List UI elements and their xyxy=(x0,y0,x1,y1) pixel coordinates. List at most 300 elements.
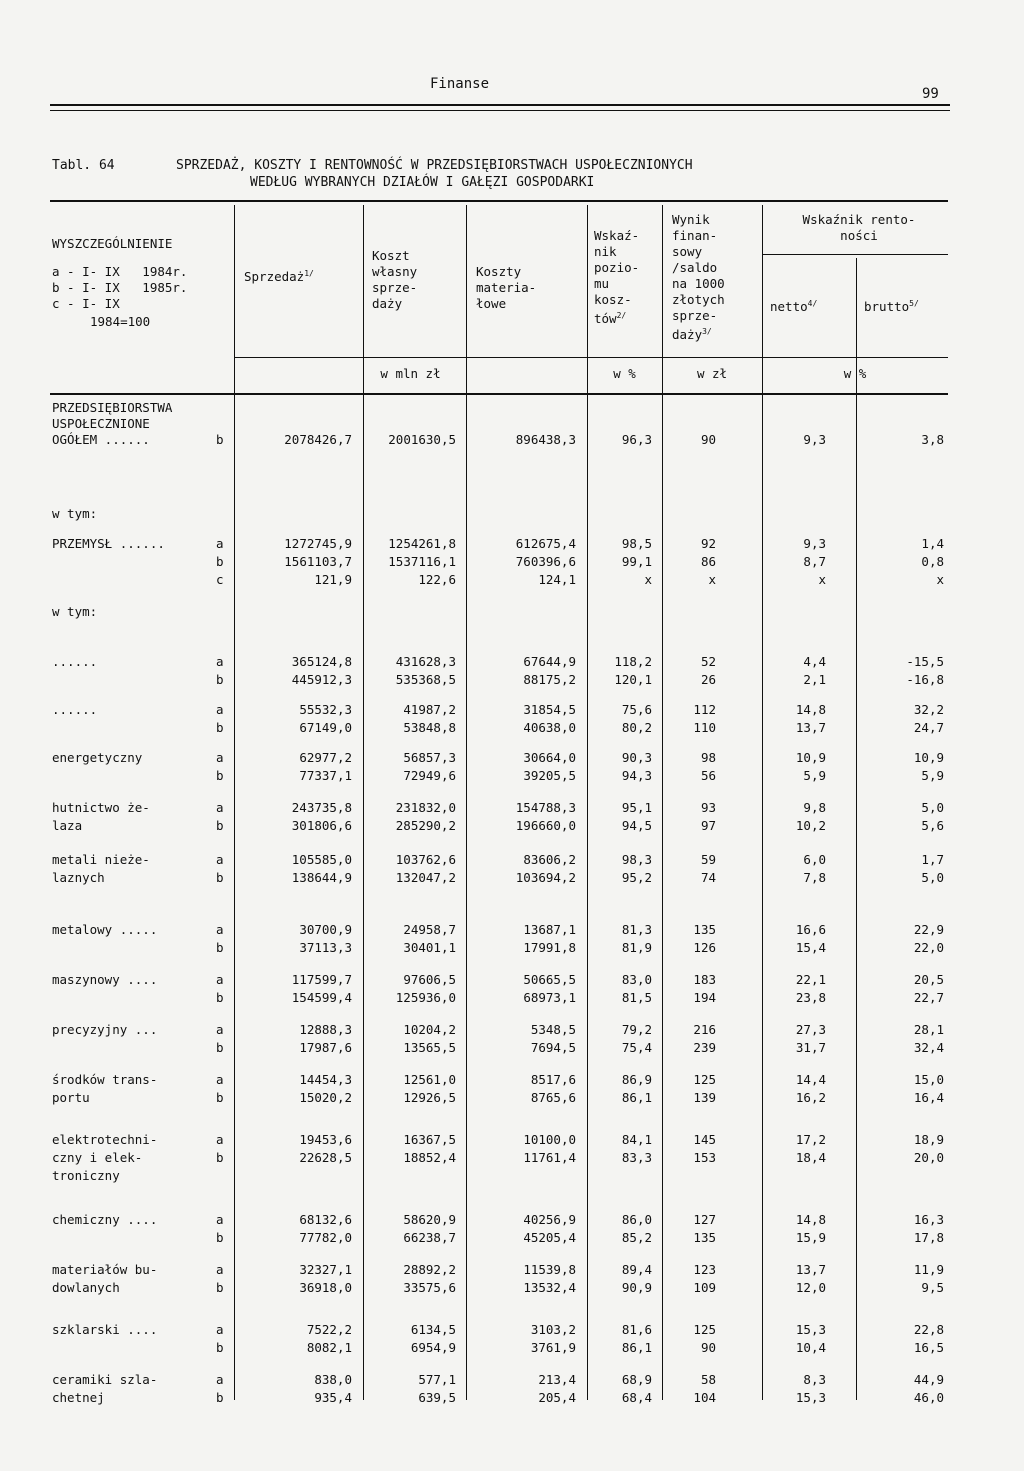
row-code: a xyxy=(216,702,224,717)
row-label: szklarski .... xyxy=(52,1322,158,1337)
row-code: b xyxy=(216,1090,224,1105)
table-cell: 81,9 xyxy=(621,940,652,955)
table-cell: 5,9 xyxy=(921,768,944,783)
table-cell: 135 xyxy=(693,1230,716,1245)
table-cell: 24,7 xyxy=(913,720,944,735)
row-code: a xyxy=(216,1132,224,1147)
unit-pct: w % xyxy=(843,366,867,381)
stub-header-b: b - I- IX 1985r. xyxy=(52,280,188,295)
table-cell: 1,4 xyxy=(921,536,944,551)
table-cell: 46,0 xyxy=(913,1390,944,1405)
table-cell: 28892,2 xyxy=(403,1262,456,1277)
table-cell: 431628,3 xyxy=(395,654,456,669)
table-cell: 535368,5 xyxy=(395,672,456,687)
row-code: b xyxy=(216,1280,224,1295)
row-code: a xyxy=(216,1072,224,1087)
table-cell: 16367,5 xyxy=(403,1132,456,1147)
table-cell: 45205,4 xyxy=(523,1230,576,1245)
table-cell: 14,8 xyxy=(795,1212,826,1227)
table-cell: 145 xyxy=(693,1132,716,1147)
table-cell: 5,9 xyxy=(803,768,826,783)
table-cell: 12,0 xyxy=(795,1280,826,1295)
table-cell: 40638,0 xyxy=(523,720,576,735)
table-cell: 15,3 xyxy=(795,1322,826,1337)
table-cell: 109 xyxy=(693,1280,716,1295)
table-cell: 53848,8 xyxy=(403,720,456,735)
table-cell: 124,1 xyxy=(538,572,576,587)
table-cell: 239 xyxy=(693,1040,716,1055)
table-title-line2: WEDŁUG WYBRANYCH DZIAŁÓW I GAŁĘZI GOSPODARKI xyxy=(250,175,595,190)
table-cell: 9,3 xyxy=(803,432,826,447)
table-cell: 56 xyxy=(700,768,716,783)
table-cell: 577,1 xyxy=(418,1372,456,1387)
table-cell: 138644,9 xyxy=(291,870,352,885)
table-cell: 10,9 xyxy=(913,750,944,765)
table-cell: 27,3 xyxy=(795,1022,826,1037)
table-cell: 285290,2 xyxy=(395,818,456,833)
table-cell: 22,1 xyxy=(795,972,826,987)
row-label: elektrotechni- xyxy=(52,1132,158,1147)
table-cell: 8082,1 xyxy=(306,1340,352,1355)
table-cell: 17,8 xyxy=(913,1230,944,1245)
table-cell: 36918,0 xyxy=(299,1280,352,1295)
row-code: a xyxy=(216,922,224,937)
row-code: b xyxy=(216,768,224,783)
table-cell: 79,2 xyxy=(621,1022,652,1037)
table-cell: 11,9 xyxy=(913,1262,944,1277)
table-cell: 103762,6 xyxy=(395,852,456,867)
table-cell: 445912,3 xyxy=(291,672,352,687)
row-label: dowlanych xyxy=(52,1280,120,1295)
table-cell: 68132,6 xyxy=(299,1212,352,1227)
table-cell: 22,0 xyxy=(913,940,944,955)
row-code: a xyxy=(216,800,224,815)
table-cell: 760396,6 xyxy=(515,554,576,569)
table-cell: 23,8 xyxy=(795,990,826,1005)
table-cell: 32,4 xyxy=(913,1040,944,1055)
table-cell: 22,9 xyxy=(913,922,944,937)
table-cell: -15,5 xyxy=(906,654,944,669)
table-cell: 117599,7 xyxy=(291,972,352,987)
unit-pct: w % xyxy=(613,366,636,381)
table-cell: 9,5 xyxy=(921,1280,944,1295)
table-cell: 5,0 xyxy=(921,800,944,815)
table-cell: 37113,3 xyxy=(299,940,352,955)
table-cell: 183 xyxy=(693,972,716,987)
table-cell: 17991,8 xyxy=(523,940,576,955)
table-cell: 75,4 xyxy=(621,1040,652,1055)
table-cell: 59 xyxy=(700,852,716,867)
top-rule xyxy=(50,104,950,106)
table-cell: 77337,1 xyxy=(299,768,352,783)
table-cell: 122,6 xyxy=(418,572,456,587)
table-cell: 52 xyxy=(700,654,716,669)
table-cell: 153 xyxy=(693,1150,716,1165)
row-code: b xyxy=(216,672,224,687)
row-label: energetyczny xyxy=(52,750,143,765)
row-label: PRZEMYSŁ ...... xyxy=(52,536,165,551)
row-code: b xyxy=(216,1340,224,1355)
table-cell: 50665,5 xyxy=(523,972,576,987)
stub-header-base: 1984=100 xyxy=(90,314,151,329)
table-cell: 3103,2 xyxy=(530,1322,576,1337)
table-cell: 118,2 xyxy=(614,654,652,669)
table-cell: 612675,4 xyxy=(515,536,576,551)
table-cell: x xyxy=(818,572,826,587)
table-cell: 44,9 xyxy=(913,1372,944,1387)
row-code: a xyxy=(216,1022,224,1037)
table-cell: 62977,2 xyxy=(299,750,352,765)
table-cell: 75,6 xyxy=(621,702,652,717)
row-label: ...... xyxy=(52,654,98,669)
table-cell: 67644,9 xyxy=(523,654,576,669)
table-cell: 10,4 xyxy=(795,1340,826,1355)
table-cell: 213,4 xyxy=(538,1372,576,1387)
table-cell: 104 xyxy=(693,1390,716,1405)
table-cell: 81,6 xyxy=(621,1322,652,1337)
row-label: środków trans- xyxy=(52,1072,158,1087)
table-cell: 10204,2 xyxy=(403,1022,456,1037)
table-cell: 3,8 xyxy=(921,432,944,447)
table-cell: 154599,4 xyxy=(291,990,352,1005)
table-cell: 5,0 xyxy=(921,870,944,885)
table-cell: 7694,5 xyxy=(530,1040,576,1055)
col-header-sales: Sprzedaż$^{1/}$ xyxy=(244,269,314,285)
row-label: metalowy ..... xyxy=(52,922,158,937)
table-cell: 4,4 xyxy=(803,654,826,669)
table-cell: 1561103,7 xyxy=(284,554,352,569)
table-cell: 8765,6 xyxy=(530,1090,576,1105)
table-cell: 2,1 xyxy=(803,672,826,687)
table-cell: 66238,7 xyxy=(403,1230,456,1245)
table-cell: 83606,2 xyxy=(523,852,576,867)
top-rule-thin xyxy=(50,110,950,111)
table-cell: 13565,5 xyxy=(403,1040,456,1055)
row-label: w tym: xyxy=(52,604,98,619)
row-code: a xyxy=(216,536,224,551)
table-cell: 231832,0 xyxy=(395,800,456,815)
row-code: b xyxy=(216,554,224,569)
table-cell: 97606,5 xyxy=(403,972,456,987)
table-cell: 83,0 xyxy=(621,972,652,987)
page-number: 99 xyxy=(922,86,939,102)
table-cell: 125936,0 xyxy=(395,990,456,1005)
table-cell: 22,8 xyxy=(913,1322,944,1337)
table-cell: x xyxy=(708,572,716,587)
table-cell: 7,8 xyxy=(803,870,826,885)
table-cell: 20,5 xyxy=(913,972,944,987)
table-cell: 194 xyxy=(693,990,716,1005)
table-cell: 93 xyxy=(700,800,716,815)
table-cell: 22628,5 xyxy=(299,1150,352,1165)
table-cell: 67149,0 xyxy=(299,720,352,735)
col-header-brutto: brutto$^{5/}$ xyxy=(864,299,919,315)
table-cell: 103694,2 xyxy=(515,870,576,885)
col-header-own-cost: Koszt własny sprze- daży xyxy=(372,248,418,311)
unit-mln: w mln zł xyxy=(380,366,441,381)
table-cell: 15,9 xyxy=(795,1230,826,1245)
table-cell: 98,5 xyxy=(621,536,652,551)
table-cell: 11761,4 xyxy=(523,1150,576,1165)
table-cell: 365124,8 xyxy=(291,654,352,669)
col-header-cost-index: Wskaź- nik pozio- mu kosz- tów$^{2/}$ xyxy=(594,228,640,327)
table-cell: 16,2 xyxy=(795,1090,826,1105)
table-cell: 14454,3 xyxy=(299,1072,352,1087)
row-code: a xyxy=(216,852,224,867)
row-label: chetnej xyxy=(52,1390,105,1405)
table-cell: 26 xyxy=(700,672,716,687)
table-cell: 5348,5 xyxy=(530,1022,576,1037)
table-cell: 24958,7 xyxy=(403,922,456,937)
table-cell: 92 xyxy=(700,536,716,551)
table-cell: 15,3 xyxy=(795,1390,826,1405)
table-cell: 301806,6 xyxy=(291,818,352,833)
header-mid-rule xyxy=(234,357,948,358)
table-cell: 2078426,7 xyxy=(284,432,352,447)
table-cell: 838,0 xyxy=(314,1372,352,1387)
table-cell: 32327,1 xyxy=(299,1262,352,1277)
row-code: b xyxy=(216,1390,224,1405)
row-label: troniczny xyxy=(52,1168,120,1183)
table-cell: 20,0 xyxy=(913,1150,944,1165)
table-cell: 80,2 xyxy=(621,720,652,735)
table-cell: x xyxy=(936,572,944,587)
table-cell: 68973,1 xyxy=(523,990,576,1005)
table-cell: 17,2 xyxy=(795,1132,826,1147)
table-cell: 98 xyxy=(700,750,716,765)
table-cell: 86 xyxy=(700,554,716,569)
table-cell: 18,9 xyxy=(913,1132,944,1147)
table-cell: 74 xyxy=(700,870,716,885)
table-cell: 112 xyxy=(693,702,716,717)
table-cell: 16,4 xyxy=(913,1090,944,1105)
table-cell: 8,7 xyxy=(803,554,826,569)
table-cell: 6,0 xyxy=(803,852,826,867)
table-cell: 125 xyxy=(693,1072,716,1087)
table-cell: 12561,0 xyxy=(403,1072,456,1087)
row-code: b xyxy=(216,940,224,955)
header-bottom-rule xyxy=(50,393,948,395)
table-cell: 243735,8 xyxy=(291,800,352,815)
profitability-subrule xyxy=(762,254,948,255)
table-cell: 154788,3 xyxy=(515,800,576,815)
row-label: ...... xyxy=(52,702,98,717)
table-cell: 81,5 xyxy=(621,990,652,1005)
row-code: b xyxy=(216,1150,224,1165)
table-cell: 13,7 xyxy=(795,720,826,735)
table-cell: 10,2 xyxy=(795,818,826,833)
row-code: a xyxy=(216,750,224,765)
table-cell: 56857,3 xyxy=(403,750,456,765)
col-header-result: Wynik finan- sowy /saldo na 1000 złotych sprze- daży$^{3/}$ xyxy=(672,212,725,343)
row-code: b xyxy=(216,432,224,447)
table-cell: 196660,0 xyxy=(515,818,576,833)
table-cell: 18852,4 xyxy=(403,1150,456,1165)
table-cell: 19453,6 xyxy=(299,1132,352,1147)
table-cell: 105585,0 xyxy=(291,852,352,867)
row-label: portu xyxy=(52,1090,90,1105)
row-code: b xyxy=(216,990,224,1005)
col-header-netto: netto$^{4/}$ xyxy=(770,299,818,315)
table-cell: 58620,9 xyxy=(403,1212,456,1227)
table-cell: 95,2 xyxy=(621,870,652,885)
table-cell: 31854,5 xyxy=(523,702,576,717)
table-cell: 30401,1 xyxy=(403,940,456,955)
table-cell: 33575,6 xyxy=(403,1280,456,1295)
table-cell: 55532,3 xyxy=(299,702,352,717)
stub-header-a: a - I- IX 1984r. xyxy=(52,264,188,279)
row-label: laznych xyxy=(52,870,105,885)
row-label: hutnictwo że- xyxy=(52,800,150,815)
table-cell: 83,3 xyxy=(621,1150,652,1165)
table-cell: 120,1 xyxy=(614,672,652,687)
table-cell: 125 xyxy=(693,1322,716,1337)
table-cell: 41987,2 xyxy=(403,702,456,717)
table-cell: 90 xyxy=(700,1340,716,1355)
table-cell: 135 xyxy=(693,922,716,937)
table-cell: 15,0 xyxy=(913,1072,944,1087)
table-cell: 16,6 xyxy=(795,922,826,937)
table-cell: 84,1 xyxy=(621,1132,652,1147)
table-cell: 90,9 xyxy=(621,1280,652,1295)
table-cell: 14,4 xyxy=(795,1072,826,1087)
table-cell: 16,3 xyxy=(913,1212,944,1227)
table-cell: 99,1 xyxy=(621,554,652,569)
table-cell: 28,1 xyxy=(913,1022,944,1037)
table-cell: 94,3 xyxy=(621,768,652,783)
table-cell: 86,0 xyxy=(621,1212,652,1227)
table-cell: 86,1 xyxy=(621,1340,652,1355)
table-cell: 7522,2 xyxy=(306,1322,352,1337)
row-code: a xyxy=(216,1262,224,1277)
header-top-rule xyxy=(50,200,948,202)
table-cell: 13687,1 xyxy=(523,922,576,937)
table-cell: 9,3 xyxy=(803,536,826,551)
table-cell: 8,3 xyxy=(803,1372,826,1387)
table-cell: 110 xyxy=(693,720,716,735)
table-cell: 1254261,8 xyxy=(388,536,456,551)
table-cell: 77782,0 xyxy=(299,1230,352,1245)
row-label: laza xyxy=(52,818,83,833)
table-cell: 14,8 xyxy=(795,702,826,717)
table-cell: 81,3 xyxy=(621,922,652,937)
row-code: a xyxy=(216,654,224,669)
row-label: maszynowy .... xyxy=(52,972,158,987)
table-cell: 16,5 xyxy=(913,1340,944,1355)
table-cell: 126 xyxy=(693,940,716,955)
table-cell: 11539,8 xyxy=(523,1262,576,1277)
table-cell: 132047,2 xyxy=(395,870,456,885)
table-cell: 22,7 xyxy=(913,990,944,1005)
row-label: PRZEDSIĘBIORSTWA USPOŁECZNIONE OGÓŁEM ...... xyxy=(52,400,173,447)
table-cell: 127 xyxy=(693,1212,716,1227)
table-cell: 97 xyxy=(700,818,716,833)
row-code: a xyxy=(216,1372,224,1387)
row-label: chemiczny .... xyxy=(52,1212,158,1227)
table-cell: 32,2 xyxy=(913,702,944,717)
table-cell: 96,3 xyxy=(621,432,652,447)
table-cell: 85,2 xyxy=(621,1230,652,1245)
table-cell: 40256,9 xyxy=(523,1212,576,1227)
row-code: c xyxy=(216,572,224,587)
table-label: Tabl. 64 xyxy=(52,158,115,173)
table-cell: x xyxy=(644,572,652,587)
row-label: ceramiki szla- xyxy=(52,1372,158,1387)
table-cell: 17987,6 xyxy=(299,1040,352,1055)
table-cell: 68,9 xyxy=(621,1372,652,1387)
table-cell: 98,3 xyxy=(621,852,652,867)
table-cell: 90,3 xyxy=(621,750,652,765)
row-code: a xyxy=(216,972,224,987)
row-code: b xyxy=(216,870,224,885)
table-cell: 216 xyxy=(693,1022,716,1037)
table-cell: 10,9 xyxy=(795,750,826,765)
table-cell: 30700,9 xyxy=(299,922,352,937)
table-cell: 139 xyxy=(693,1090,716,1105)
table-cell: 31,7 xyxy=(795,1040,826,1055)
table-cell: 39205,5 xyxy=(523,768,576,783)
table-cell: 12926,5 xyxy=(403,1090,456,1105)
table-cell: 89,4 xyxy=(621,1262,652,1277)
table-cell: 58 xyxy=(700,1372,716,1387)
table-cell: 18,4 xyxy=(795,1150,826,1165)
table-cell: 15020,2 xyxy=(299,1090,352,1105)
table-cell: -16,8 xyxy=(906,672,944,687)
table-cell: 1537116,1 xyxy=(388,554,456,569)
table-cell: 10100,0 xyxy=(523,1132,576,1147)
table-cell: 30664,0 xyxy=(523,750,576,765)
col-header-profitability: Wskaźnik rento- ności xyxy=(802,212,916,243)
unit-zl: w zł xyxy=(696,366,728,381)
stub-header-c: c - I- IX xyxy=(52,296,120,311)
row-label: metali nieże- xyxy=(52,852,150,867)
table-cell: 95,1 xyxy=(621,800,652,815)
table-cell: 68,4 xyxy=(621,1390,652,1405)
table-cell: 5,6 xyxy=(921,818,944,833)
table-cell: 88175,2 xyxy=(523,672,576,687)
row-code: b xyxy=(216,720,224,735)
table-cell: 121,9 xyxy=(314,572,352,587)
table-cell: 896438,3 xyxy=(515,432,576,447)
table-cell: 8517,6 xyxy=(530,1072,576,1087)
row-code: b xyxy=(216,1040,224,1055)
row-label: materiałów bu- xyxy=(52,1262,158,1277)
table-cell: 205,4 xyxy=(538,1390,576,1405)
table-cell: 639,5 xyxy=(418,1390,456,1405)
table-cell: 12888,3 xyxy=(299,1022,352,1037)
table-cell: 13,7 xyxy=(795,1262,826,1277)
table-cell: 1272745,9 xyxy=(284,536,352,551)
table-cell: 86,1 xyxy=(621,1090,652,1105)
row-label: precyzyjny ... xyxy=(52,1022,158,1037)
row-label: czny i elek- xyxy=(52,1150,143,1165)
table-cell: 3761,9 xyxy=(530,1340,576,1355)
row-label: w tym: xyxy=(52,506,98,521)
table-cell: 15,4 xyxy=(795,940,826,955)
table-cell: 9,8 xyxy=(803,800,826,815)
row-code: a xyxy=(216,1322,224,1337)
row-code: a xyxy=(216,1212,224,1227)
table-cell: 1,7 xyxy=(921,852,944,867)
row-code: b xyxy=(216,818,224,833)
table-cell: 72949,6 xyxy=(403,768,456,783)
table-cell: 90 xyxy=(700,432,716,447)
row-code: b xyxy=(216,1230,224,1245)
table-cell: 94,5 xyxy=(621,818,652,833)
table-cell: 123 xyxy=(693,1262,716,1277)
table-cell: 6134,5 xyxy=(410,1322,456,1337)
running-head: Finanse xyxy=(430,76,490,92)
